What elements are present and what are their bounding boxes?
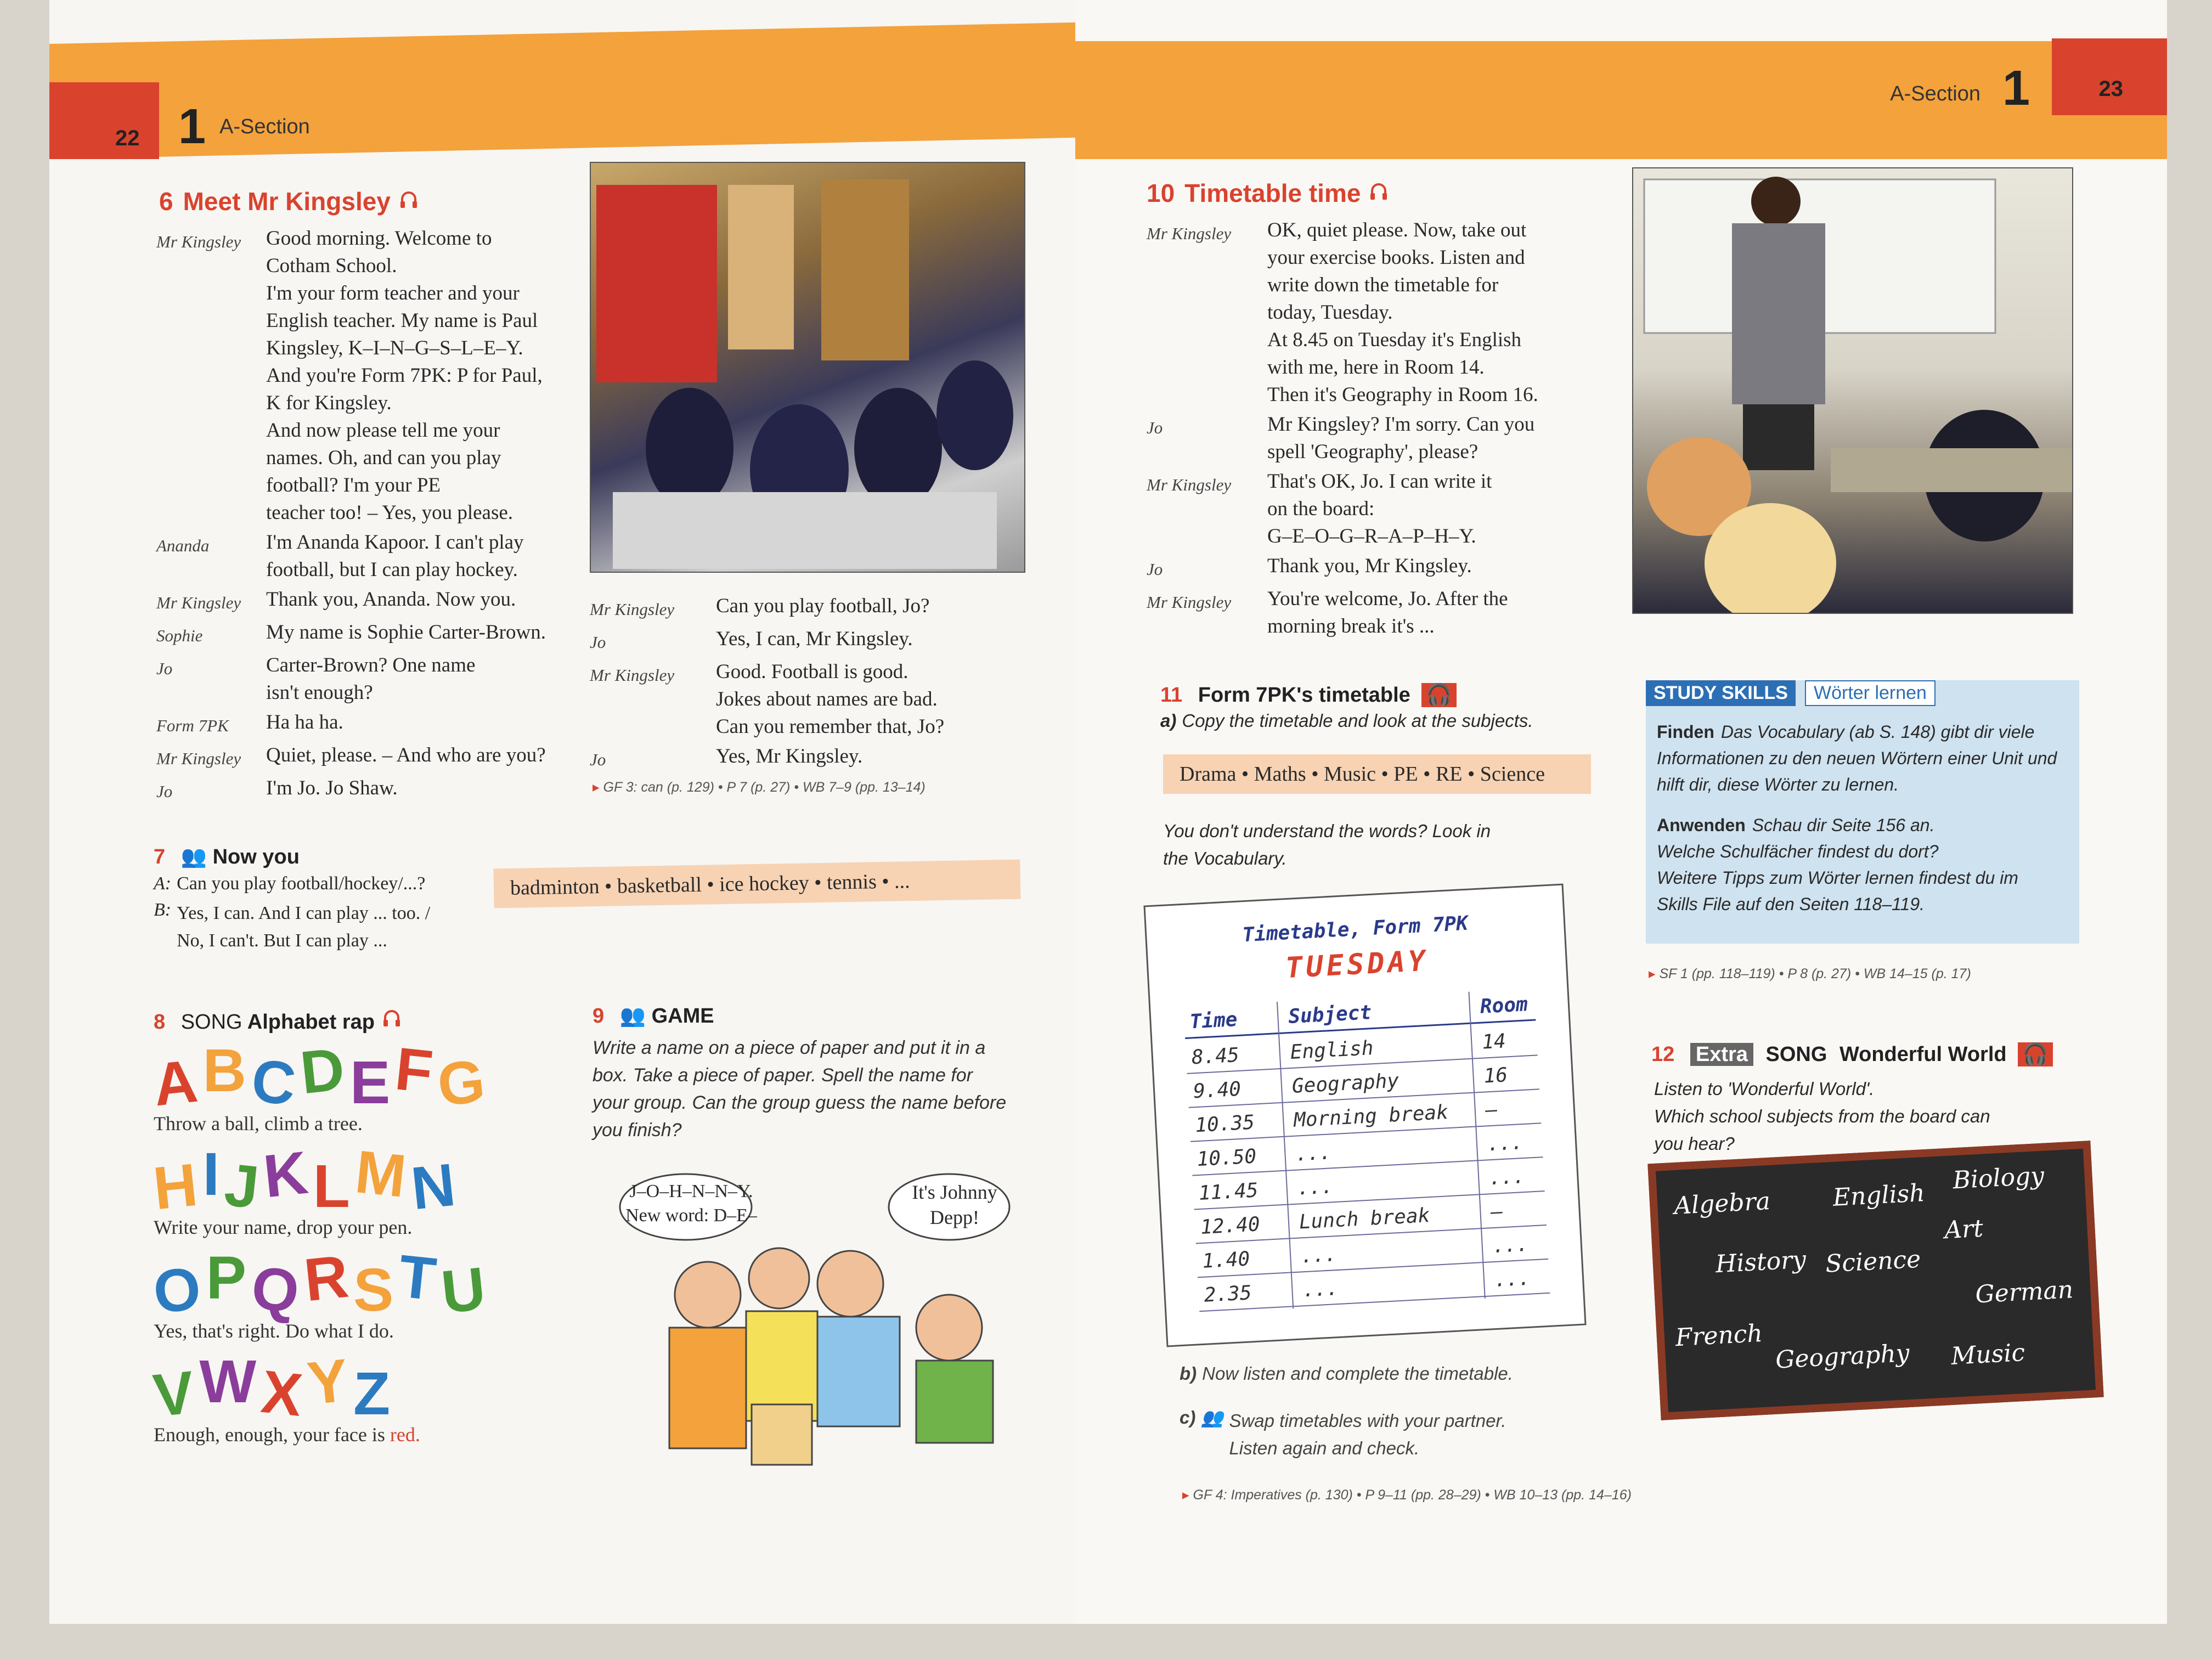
- ex10-dialog-speaker: Jo: [1147, 560, 1163, 579]
- ex7-title: Now you: [212, 845, 300, 868]
- ex12-number: 12: [1651, 1043, 1675, 1066]
- ex6-dialog-line: Thank you, Ananda. Now you.: [266, 588, 516, 611]
- subjects-bar: Drama • Maths • Music • PE • RE • Science: [1163, 754, 1591, 794]
- rap-letters: [150, 1138, 538, 1223]
- ex10-dialog-line: Thank you, Mr Kingsley.: [1267, 555, 1472, 577]
- ex7-text-a: Can you play football/hockey/...?: [177, 873, 426, 894]
- ex7-label-b: B:: [154, 900, 172, 920]
- ex6-dialog-speaker: Jo: [156, 659, 173, 678]
- ex9-heading: [592, 1004, 714, 1028]
- audio-icon[interactable]: 🎧: [1421, 683, 1456, 707]
- ex11-heading: [1160, 683, 1457, 707]
- rap-line-red: red.: [390, 1424, 420, 1446]
- timetable-time: 10.50: [1196, 1145, 1257, 1171]
- ex11-a-label: a): [1160, 710, 1177, 731]
- rap-letter: P: [206, 1244, 252, 1312]
- ex9-number: 9: [592, 1005, 605, 1028]
- rap-letter: L: [313, 1153, 356, 1220]
- ex10-dialog-line: That's OK, Jo. I can write it on the board: G–E–O–G–R–A–P–H–Y.: [1267, 470, 1492, 548]
- ex6-dialog-line: Quiet, please. – And who are you?: [266, 744, 546, 766]
- study-skills-anwenden: [1657, 812, 2074, 917]
- ex6-title: Meet Mr Kingsley: [183, 187, 391, 216]
- right-unit-number: 1: [2002, 61, 2030, 116]
- ex6-dialog-speaker: Mr Kingsley: [590, 600, 675, 619]
- rap-row: [150, 1034, 538, 1135]
- left-unit-number: 1: [178, 99, 206, 154]
- ex9-title: GAME: [651, 1005, 714, 1028]
- ex10-dialog-speaker: Mr Kingsley: [1147, 592, 1232, 612]
- chalkboard: [1647, 1141, 2103, 1420]
- timetable-time: 11.45: [1198, 1179, 1259, 1205]
- ex8-number: 8: [154, 1011, 166, 1034]
- ex6-dialog-line: Good morning. Welcome to Cotham School. I'm your form teacher and your English teacher. My name is Paul Kingsley, K–I–N–G–S–L–E–Y. And you're Form 7PK: P for Paul, K for Kingsley. And now please tell me your names. Oh, and can you play football? I'm your PE teacher too! – Yes, you please.: [266, 227, 543, 524]
- rap-line: Write your name, drop your pen.: [154, 1216, 413, 1238]
- ex6-dialog-line: Can you play football, Jo?: [716, 595, 930, 617]
- rap-letter: S: [353, 1256, 399, 1324]
- ex7-heading: [154, 845, 300, 869]
- ex12-extra-badge: Extra: [1690, 1043, 1753, 1066]
- rap-letters: [150, 1345, 538, 1430]
- rap-letter: H: [150, 1150, 206, 1223]
- timetable-subject: Geography: [1291, 1069, 1400, 1098]
- ex12-title: Wonderful World: [1839, 1043, 2007, 1066]
- timetable-room: –: [1485, 1098, 1498, 1122]
- ex10-dialog-line: OK, quiet please. Now, take out your exercise books. Listen and write down the timetable for today, Tuesday. At 8.45 on Tuesday it's English with me, here in Room 14. Then it's Geography in Room 16.: [1267, 219, 1538, 406]
- board-word-geography: Geography: [1775, 1339, 1910, 1374]
- left-section-name: A-Section: [219, 115, 310, 138]
- rap-letter: X: [258, 1357, 311, 1430]
- ex11-b-label: b): [1180, 1363, 1197, 1384]
- ex12-instructions: Listen to 'Wonderful World'. Which school subjects from the board can you hear?: [1654, 1079, 1990, 1154]
- rap-letter: I: [202, 1141, 225, 1208]
- timetable-subject: ...: [1302, 1277, 1339, 1302]
- rap-letter: A: [150, 1046, 206, 1119]
- timetable-time: 8.45: [1190, 1043, 1240, 1069]
- rap-line: [154, 1423, 538, 1446]
- board-word-biology: Biology: [1952, 1161, 2045, 1195]
- ex6-dialog-line: Good. Football is good. Jokes about names are bad. Can you remember that, Jo?: [716, 661, 945, 738]
- left-page-number-tab: [49, 82, 159, 159]
- timetable-time: 2.35: [1203, 1282, 1252, 1307]
- ex11-title: Form 7PK's timetable: [1198, 684, 1410, 707]
- ex6-dialog-line: Yes, Mr Kingsley.: [716, 745, 863, 768]
- rap-letter: R: [301, 1242, 357, 1314]
- timetable-day: TUESDAY: [1284, 944, 1430, 985]
- rap-letter: B: [202, 1037, 252, 1104]
- rap-letter: Y: [304, 1345, 357, 1418]
- ex6-dialog-line: Yes, I can, Mr Kingsley.: [716, 628, 913, 650]
- board-word-german: German: [1974, 1276, 2074, 1309]
- anwenden-label: Anwenden: [1657, 815, 1746, 835]
- study-skills-reference: ▸ SF 1 (pp. 118–119) • P 8 (p. 27) • WB 14–15 (p. 17): [1649, 966, 1971, 982]
- headphones-icon[interactable]: [398, 188, 420, 210]
- board-word-history: History: [1714, 1245, 1807, 1279]
- ex6-reference: ▸ GF 3: can (p. 129) • P 7 (p. 27) • WB 7–9 (pp. 13–14): [592, 779, 926, 795]
- board-word-english: English: [1832, 1179, 1926, 1212]
- ex6-dialog-continued: [590, 592, 1029, 774]
- ex7-label-a: A:: [154, 873, 172, 894]
- ex6-dialog-speaker: Sophie: [156, 626, 203, 645]
- ex8-tag: SONG: [180, 1011, 242, 1034]
- timetable-room: ...: [1493, 1267, 1531, 1292]
- ex6-dialog-speaker: Mr Kingsley: [156, 232, 241, 251]
- ex6-dialog-line: I'm Ananda Kapoor. I can't play football, but I can play hockey.: [266, 531, 524, 581]
- ex6-dialog-speaker: Mr Kingsley: [156, 593, 241, 612]
- rap-letter: G: [435, 1046, 494, 1119]
- pair-work-icon: 👥: [180, 845, 207, 868]
- rap-letter: V: [150, 1357, 203, 1430]
- rap-letter: Z: [353, 1360, 396, 1427]
- ex10-title: Timetable time: [1184, 179, 1361, 207]
- ex11-reference: ▸ GF 4: Imperatives (p. 130) • P 9–11 (pp. 28–29) • WB 10–13 (pp. 14–16): [1182, 1487, 1632, 1503]
- rap-row: [150, 1242, 538, 1342]
- rap-letter: J: [221, 1150, 268, 1222]
- rap-row: [150, 1345, 538, 1446]
- timetable-time: 12.40: [1200, 1213, 1261, 1239]
- timetable-room: ...: [1492, 1233, 1529, 1258]
- board-word-science: Science: [1824, 1245, 1922, 1278]
- ex11-part-c: [1180, 1407, 1506, 1462]
- teacher-photo: [1632, 167, 2073, 614]
- ex6-number: 6: [159, 187, 173, 216]
- study-skills-label: STUDY SKILLS: [1646, 680, 1796, 706]
- ex8-heading: [154, 1007, 403, 1034]
- timetable-header-room: Room: [1479, 993, 1528, 1018]
- finden-label: Finden: [1657, 722, 1714, 742]
- ex6-dialog-line: Carter-Brown? One name isn't enough?: [266, 654, 476, 704]
- right-section-name: A-Section: [1890, 82, 1980, 105]
- board-word-music: Music: [1950, 1338, 2026, 1370]
- timetable-subject: English: [1289, 1037, 1374, 1064]
- rap-line-start: Enough, enough, your face is: [154, 1424, 390, 1446]
- rap-line: Throw a ball, climb a tree.: [154, 1113, 363, 1135]
- rap-letter: T: [396, 1242, 445, 1314]
- ex6-dialog-speaker: Jo: [590, 633, 606, 652]
- rap-letter: F: [392, 1035, 442, 1107]
- ex11-hint: You don't understand the words? Look in the Vocabulary.: [1163, 821, 1491, 868]
- ex6-dialog-speaker: Mr Kingsley: [156, 749, 241, 768]
- speech-bubble-spelling: J–O–H–N–N–Y. New word: D–E–: [625, 1181, 757, 1226]
- rap-letter: D: [297, 1034, 353, 1107]
- ex7-line-b: [154, 900, 430, 955]
- ex10-number: 10: [1147, 179, 1175, 207]
- timetable-subject: ...: [1295, 1141, 1332, 1166]
- audio-icon[interactable]: 🎧: [2018, 1042, 2052, 1066]
- timetable-room: 14: [1481, 1030, 1506, 1054]
- rap-letter: M: [352, 1138, 415, 1211]
- timetable-card: [1143, 884, 1586, 1347]
- speech-bubble-answer: It's Johnny Depp!: [912, 1181, 997, 1228]
- timetable-header-subject: Subject: [1288, 1001, 1373, 1029]
- headphones-icon[interactable]: [1368, 180, 1390, 202]
- ex11-a-text: Copy the timetable and look at the subjects.: [1182, 710, 1533, 731]
- ex12-tag: SONG: [1765, 1043, 1827, 1066]
- ex10-dialog-line: Mr Kingsley? I'm sorry. Can you spell 'Geography', please?: [1267, 413, 1535, 463]
- timetable-room: ...: [1488, 1165, 1526, 1190]
- ex6-dialog-line: My name is Sophie Carter-Brown.: [266, 621, 546, 644]
- timetable-room: 16: [1483, 1064, 1508, 1088]
- right-page-number: 23: [2098, 77, 2123, 101]
- ex10-dialog-line: You're welcome, Jo. After the morning break it's ...: [1267, 588, 1508, 637]
- ex7-number: 7: [154, 845, 166, 868]
- ex11-number: 11: [1160, 684, 1183, 707]
- timetable-subject: Lunch break: [1298, 1204, 1431, 1234]
- left-page: [49, 0, 1092, 1624]
- left-page-number: 22: [115, 126, 140, 150]
- timetable-subject: ...: [1300, 1243, 1338, 1268]
- headphones-icon[interactable]: [381, 1007, 403, 1029]
- pair-work-icon: 👥: [1201, 1407, 1224, 1427]
- ex6-dialog-line: I'm Jo. Jo Shaw.: [266, 777, 398, 799]
- rap-letters: [150, 1034, 538, 1119]
- board-word-french: French: [1674, 1319, 1764, 1352]
- group-work-icon: 👥: [619, 1005, 646, 1028]
- ex11-part-a: [1160, 710, 1533, 731]
- ex6-dialog-speaker: Mr Kingsley: [590, 665, 675, 685]
- timetable-subject: Morning break: [1293, 1101, 1449, 1132]
- ex6-dialog-speaker: Ananda: [156, 536, 210, 555]
- timetable-header-time: Time: [1189, 1008, 1238, 1034]
- ex9-instructions: Write a name on a piece of paper and put it in a box. Take a piece of paper. Spell the name for your group. Can the group guess the name before you finish?: [592, 1037, 1007, 1141]
- ex6-heading: [159, 187, 420, 216]
- timetable-time: 10.35: [1194, 1111, 1255, 1137]
- rap-letter: Q: [248, 1254, 308, 1327]
- ex10-dialog-speaker: Jo: [1147, 418, 1163, 437]
- ex8-title: Alphabet rap: [247, 1011, 375, 1034]
- study-skills-box: [1646, 680, 2079, 944]
- ex6-dialog-speaker: Form 7PK: [156, 716, 229, 735]
- ex12-heading: [1651, 1042, 2053, 1066]
- timetable-time: 9.40: [1193, 1077, 1242, 1103]
- ex7-word-bar: badminton • basketball • ice hockey • tennis • ...: [493, 860, 1020, 909]
- ex6-dialog-line: Ha ha ha.: [266, 711, 343, 733]
- rap-letter: U: [438, 1254, 494, 1327]
- anwenden-text: Schau dir Seite 156 an. Welche Schulfächer findest du dort? Weitere Tipps zum Wörter lernen findest du im Skills File auf den Seiten 118–119.: [1657, 815, 2018, 914]
- rap-letters: [150, 1242, 538, 1327]
- board-word-algebra: Algebra: [1673, 1187, 1771, 1221]
- ex7-text-b: Yes, I can. And I can play ... too. / No, I can't. But I can play ...: [177, 903, 431, 951]
- finden-text: Das Vocabulary (ab S. 148) gibt dir viele Informationen zu den neuen Wörtern einer Unit und hilft dir, diese Wörter zu lernen.: [1657, 722, 2057, 794]
- board-word-art: Art: [1944, 1214, 1984, 1245]
- classroom-photo: [590, 162, 1025, 573]
- ex10-heading: [1147, 178, 1390, 208]
- rap-letter: W: [199, 1348, 262, 1415]
- ex10-dialog-speaker: Mr Kingsley: [1147, 475, 1232, 494]
- right-page: [1075, 0, 2167, 1624]
- timetable-subject: ...: [1296, 1175, 1334, 1200]
- timetable-time: 1.40: [1201, 1248, 1251, 1273]
- ex10-dialog: [1147, 217, 1706, 640]
- rap-row: [150, 1138, 538, 1239]
- ex11-c-label: c): [1180, 1407, 1196, 1427]
- ex11-part-b: [1180, 1363, 1513, 1384]
- ex6-dialog-speaker: Jo: [156, 782, 173, 801]
- ex11-b-text: Now listen and complete the timetable.: [1202, 1363, 1513, 1384]
- rap-letter: E: [349, 1049, 396, 1116]
- study-skills-topic: Wörter lernen: [1805, 680, 1936, 706]
- timetable-room: –: [1490, 1200, 1504, 1224]
- timetable-title: Timetable, Form 7PK: [1242, 912, 1469, 947]
- rap-letter: N: [408, 1150, 464, 1223]
- ex7-line-a: [154, 873, 425, 894]
- rap-letter: O: [150, 1254, 210, 1327]
- ex6-dialog: [156, 225, 639, 805]
- ex11-c-text: Swap timetables with your partner. Listen again and check.: [1229, 1410, 1506, 1458]
- timetable-room: ...: [1487, 1131, 1524, 1156]
- ex10-dialog-speaker: Mr Kingsley: [1147, 224, 1232, 243]
- rap-letter: K: [261, 1138, 317, 1211]
- rap-line: Yes, that's right. Do what I do.: [154, 1320, 394, 1342]
- rap-letter: C: [248, 1046, 304, 1119]
- study-skills-finden: [1657, 719, 2074, 798]
- alphabet-rap: [150, 1034, 538, 1457]
- ex6-dialog-speaker: Jo: [590, 750, 606, 769]
